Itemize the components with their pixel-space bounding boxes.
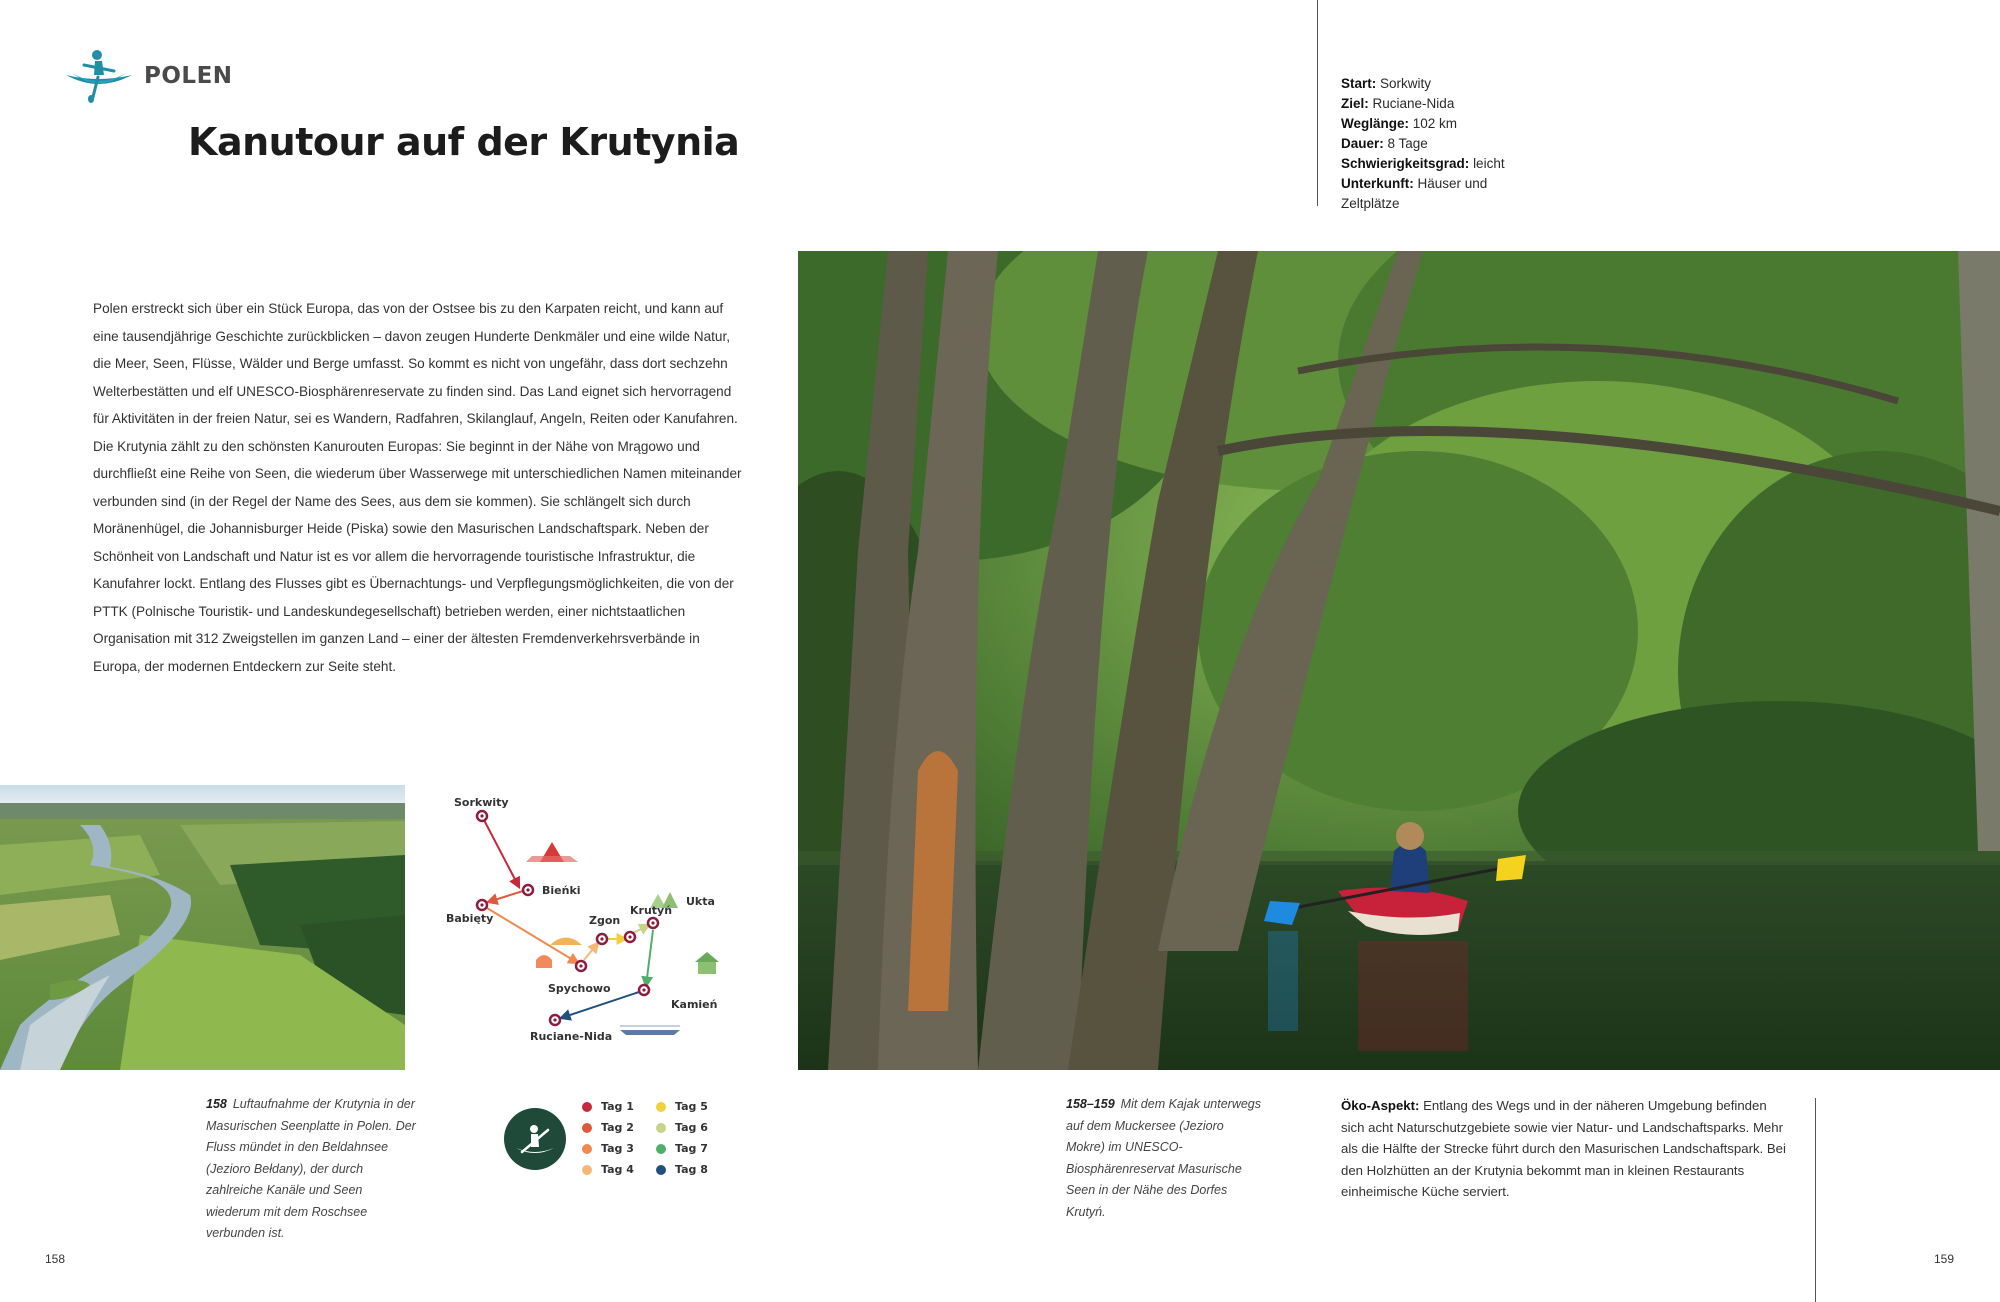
caption-aerial-text: Luftaufnahme der Krutynia in der Masurischen Seenplatte in Polen. Der Fluss mündet in den Beldahnsee (Jezioro Bełdany), der durch zahlreiche Kanäle und Seen wiederum mit dem Roschsee verbunden ist. <box>206 1097 416 1240</box>
fact-length: Weglänge: 102 km <box>1341 116 1458 131</box>
tent-icon <box>526 842 578 862</box>
route-map <box>440 790 760 1060</box>
stop-label-krutyn: Krutyń <box>630 904 673 917</box>
legend-item: Tag 8 <box>656 1159 730 1180</box>
stop-label-babiety: Babięty <box>446 912 494 925</box>
stop-label-bienki: Bieńki <box>542 884 581 897</box>
stop-label-ruciane-nida: Ruciane-Nida <box>530 1030 613 1043</box>
legend-dot <box>656 1144 666 1154</box>
kayaker-icon <box>64 49 134 103</box>
legend-dot <box>656 1165 666 1175</box>
route-day3 <box>487 908 578 963</box>
stop-label-sorkwity: Sorkwity <box>454 796 509 809</box>
legend-item: Tag 3 <box>582 1138 656 1159</box>
eco-label: Öko-Aspekt: <box>1341 1098 1420 1113</box>
legend-dot <box>656 1102 666 1112</box>
legend-item: Tag 4 <box>582 1159 656 1180</box>
fact-accommodation: Unterkunft: Häuser und Zeltplätze <box>1341 176 1488 211</box>
eco-text: Entlang des Wegs und in der näheren Umgebung befinden sich acht Naturschutzgebiete sowie vier Natur- und Landschaftsparks. Mehr als die Hälfte der Strecke führt durch den Masurischen Landschaftspark. Bei den Holzhütten an der Krutynia bekommt man in kleinen Restaurants einheimische Küche serviert. <box>1341 1098 1786 1199</box>
legend-dot <box>582 1123 592 1133</box>
stop-label-zgon: Zgon <box>589 914 621 927</box>
legend-dot <box>582 1144 592 1154</box>
hut-icon <box>695 952 719 974</box>
legend-item: Tag 1 <box>582 1096 656 1117</box>
route-day2 <box>488 891 523 902</box>
eco-aspect <box>1341 1095 1789 1203</box>
boat-icon <box>620 1026 680 1035</box>
fact-difficulty: Schwierigkeitsgrad: leicht <box>1341 156 1505 171</box>
divider-top <box>1317 0 1318 206</box>
caption-kayak-text: Mit dem Kajak unterwegs auf dem Muckersee (Jezioro Mokre) im UNESCO-Biosphärenreservat Masurische Seen in der Nähe des Dorfes Krutyń. <box>1066 1097 1262 1219</box>
legend-dot <box>656 1123 666 1133</box>
route-day8 <box>561 992 639 1018</box>
route-day7 <box>646 930 653 986</box>
caption-aerial <box>206 1094 416 1245</box>
legend-dot <box>582 1102 592 1112</box>
route-day1 <box>484 820 519 887</box>
legend-item: Tag 7 <box>656 1138 730 1159</box>
page-title: Kanutour auf der Krutynia <box>188 120 740 164</box>
page-number-right: 159 <box>1934 1252 1955 1266</box>
caption-kayak-number: 158–159 <box>1066 1097 1115 1111</box>
fact-start: Start: Sorkwity <box>1341 76 1432 91</box>
fact-duration: Dauer: 8 Tage <box>1341 136 1428 151</box>
page-number-left: 158 <box>45 1252 66 1266</box>
legend-dot <box>582 1165 592 1175</box>
caption-aerial-number: 158 <box>206 1097 227 1111</box>
stop-label-spychowo: Spychowo <box>548 982 611 995</box>
divider-bottom <box>1815 1098 1816 1302</box>
stop-label-ukta: Ukta <box>686 895 715 908</box>
aerial-river-photo <box>0 785 405 1070</box>
caption-kayak <box>1066 1094 1266 1223</box>
stop-label-kamien: Kamień <box>671 998 718 1011</box>
legend-item: Tag 6 <box>656 1117 730 1138</box>
kayak-forest-photo <box>798 251 2000 1070</box>
intro-text: Polen erstreckt sich über ein Stück Europa, das von der Ostsee bis zu den Karpaten reicht, und kann auf eine tausendjährige Geschichte zurückblicken – davon zeugen Hunderte Denkmäler und eine wilde Natur, die Meer, Seen, Flüsse, Wälder und Berge umfasst. So kommt es nicht von ungefähr, dass dort sechzehn Welterbestätten und elf UNESCO-Biosphärenreservate zu finden sind. Das Land eignet sich hervorragend für Aktivitäten in der freien Natur, sei es Wandern, Radfahren, Skilanglauf, Angeln, Reiten oder Kanufahren. Die Krutynia zählt zu den schönsten Kanurouten Europas: Sie beginnt in der Nähe von Mrągowo und durchfließt eine Reihe von Seen, die wiederum über Wasserwege mit unterschiedlichen Namen miteinander verbunden sind (in der Regel der Name des Sees, aus dem sie kommen). Sie schlängelt sich durch Moränenhügel, die Johannisburger Heide (Piska) sowie den Masurischen Landschaftspark. Neben der Schönheit von Landschaft und Natur ist es vor allem die hervorragende touristische Infrastruktur, die Kanufahrer lockt. Entlang des Flusses gibt es Übernachtungs- und Verpflegungsmöglichkeiten, die von der PTTK (Polnische Touristik- und Landeskundegesellschaft) betrieben werden, einer nichtstaatlichen Organisation mit 312 Zweigstellen im ganzen Land – einer der ältesten Fremdenverkehrsverbände in Europa, der modernen Entdeckern zur Seite steht. <box>93 301 742 674</box>
section-label: POLEN <box>144 63 233 89</box>
legend-item: Tag 2 <box>582 1117 656 1138</box>
section-header <box>64 46 233 106</box>
fact-goal: Ziel: Ruciane-Nida <box>1341 96 1455 111</box>
legend-item: Tag 5 <box>656 1096 730 1117</box>
tour-facts <box>1341 74 1516 214</box>
route-day4 <box>584 943 598 960</box>
kayak-badge-icon <box>504 1108 566 1170</box>
route-legend <box>582 1096 732 1180</box>
